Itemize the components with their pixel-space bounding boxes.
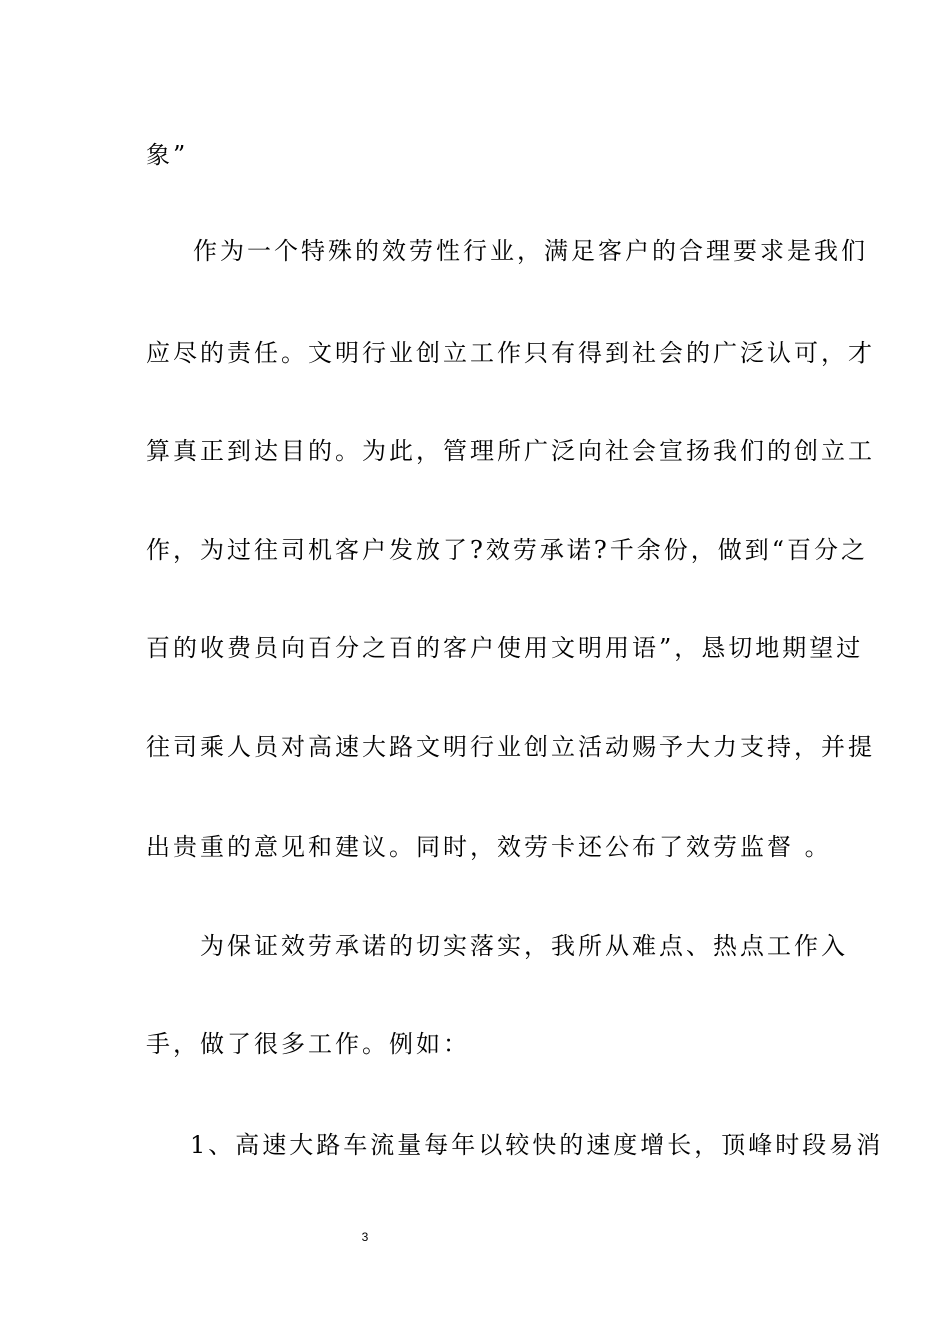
text-line: 百的收费员向百分之百的客户使用文明用语”，恳切地期望过 (146, 634, 864, 662)
text-line: 象” (146, 141, 189, 169)
text-line: 作为一个特殊的效劳性行业，满足客户的合理要求是我们 (193, 237, 868, 265)
page-number: 3 (361, 1230, 369, 1244)
text-line: 算真正到达目的。为此，管理所广泛向社会宣扬我们的创立工 (146, 437, 875, 465)
text-line: 手，做了很多工作。例如： (146, 1030, 470, 1058)
text-line: 作，为过往司机客户发放了?效劳承诺?千余份，做到“百分之 (146, 536, 869, 564)
text-line: 为保证效劳承诺的切实落实，我所从难点、热点工作入 (200, 932, 848, 960)
text-line: 应尽的责任。文明行业创立工作只有得到社会的广泛认可，才 (146, 339, 875, 367)
text-line: 1、高速大路车流量每年以较快的速度增长，顶峰时段易消 (190, 1131, 884, 1159)
text-line: 出贵重的意见和建议。同时，效劳卡还公布了效劳监督 。 (146, 833, 832, 861)
text-line: 往司乘人员对高速大路文明行业创立活动赐予大力支持，并提 (146, 733, 875, 761)
